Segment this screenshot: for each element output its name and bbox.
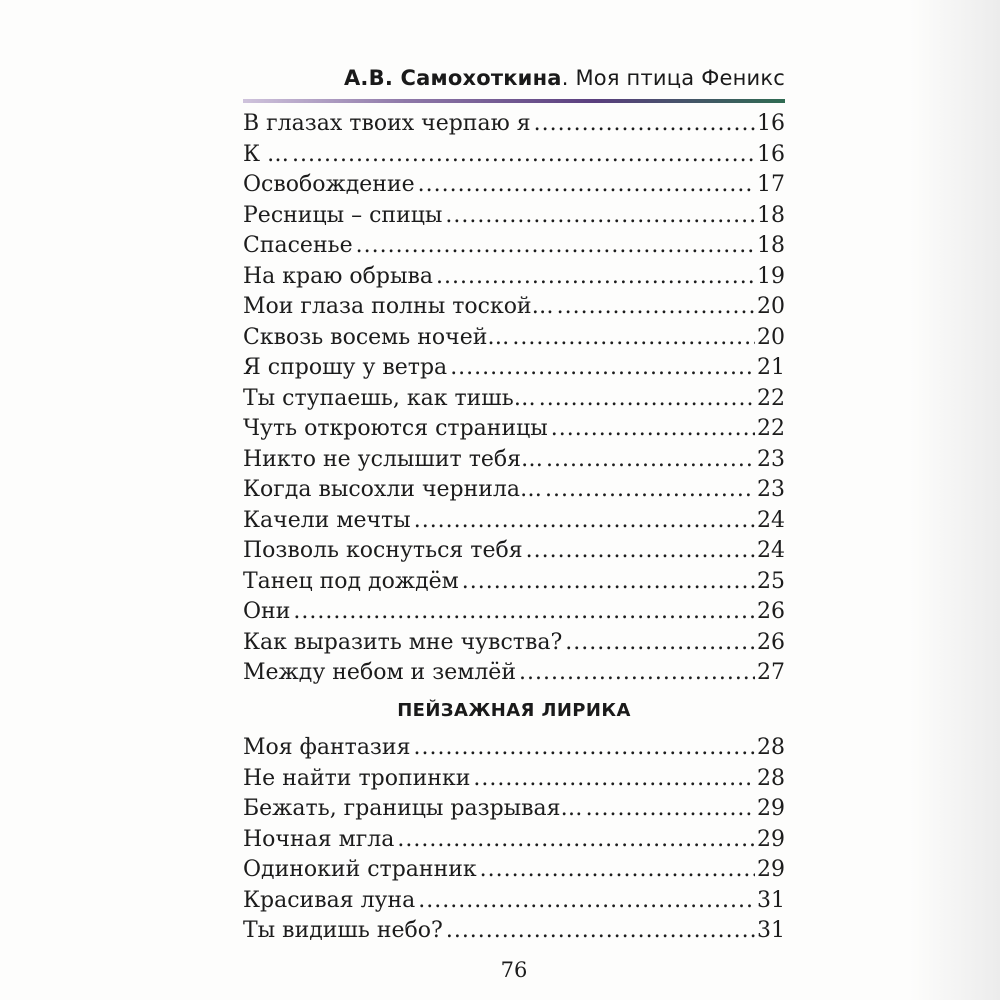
toc-entry-title: Ты видишь небо?: [243, 918, 443, 943]
toc-entry-page: 17: [757, 172, 785, 197]
toc-entry-page: 18: [757, 233, 785, 258]
toc-entry-page: 22: [757, 416, 785, 441]
dot-leader: [450, 353, 755, 384]
dot-leader: [551, 414, 755, 445]
dot-leader: [519, 658, 755, 689]
dot-leader: [445, 201, 755, 232]
toc-entry-title: Когда высохли чернила…: [243, 477, 543, 502]
dot-leader: [473, 764, 755, 795]
dot-leader: [565, 628, 755, 659]
toc-entry: [243, 109, 785, 140]
dot-leader: [292, 140, 755, 171]
toc-entry-title: Ночная мгла: [243, 826, 395, 852]
header-book-title: Моя птица Феникс: [575, 66, 785, 90]
toc-entry-title: На краю обрыва: [243, 263, 433, 289]
dot-leader: [480, 855, 755, 886]
toc-entry-title: К …: [243, 141, 290, 167]
toc-entry: [243, 855, 785, 886]
dot-leader: [418, 886, 755, 917]
toc-entry-title: Моя фантазия: [243, 735, 411, 760]
toc-entry-page: 21: [757, 355, 785, 380]
dot-leader: [539, 384, 755, 415]
toc-list-landscape-lyrics: [243, 733, 785, 947]
toc-entry-page: 23: [757, 477, 785, 502]
toc-entry: [243, 384, 785, 415]
toc-entry: [243, 658, 785, 689]
toc-entry-page: 24: [757, 538, 785, 563]
dot-leader: [512, 323, 755, 354]
toc-entry-page: 29: [757, 796, 785, 821]
toc-entry-title: Между небом и землёй: [243, 660, 516, 685]
toc-entry-page: 16: [757, 141, 785, 167]
toc-entry: [243, 231, 785, 262]
dot-leader: [436, 262, 755, 293]
toc-entry-page: 20: [757, 324, 785, 350]
toc-entry: [243, 886, 785, 917]
toc-entry-title: Мои глаза полны тоской…: [243, 294, 554, 319]
toc-entry: [243, 445, 785, 476]
toc-entry: [243, 323, 785, 354]
toc-entry: [243, 414, 785, 445]
dot-leader: [293, 597, 755, 628]
dot-leader: [356, 231, 755, 262]
toc-entry-page: 26: [757, 599, 785, 624]
toc-entry-title: Освобождение: [243, 172, 415, 197]
toc-entry-page: 20: [757, 294, 785, 319]
toc-entry-title: Как выразить мне чувства?: [243, 629, 563, 655]
toc-entry-title: Я спрошу у ветра: [243, 355, 448, 380]
toc-entry-page: 29: [757, 857, 785, 882]
toc-entry-page: 18: [757, 202, 785, 228]
toc-entry-page: 28: [757, 765, 785, 791]
toc-entry: [243, 353, 785, 384]
dot-leader: [462, 567, 755, 598]
toc-entry: [243, 140, 785, 171]
dot-leader: [414, 506, 755, 537]
toc-entry-title: Ты ступаешь, как тишь…: [243, 385, 536, 411]
toc-entry: [243, 597, 785, 628]
dot-leader: [446, 916, 755, 947]
toc-entry-page: 28: [757, 735, 785, 760]
toc-entry-title: Танец под дождём: [243, 568, 459, 594]
toc-entry-title: Позволь коснуться тебя: [243, 538, 523, 563]
toc-entry-page: 29: [757, 826, 785, 852]
toc-entry-title: В глазах твоих черпаю я: [243, 111, 531, 136]
toc-entry: [243, 506, 785, 537]
dot-leader: [586, 794, 755, 825]
toc-entry-title: Никто не услышит тебя…: [243, 446, 544, 472]
header-rule: [243, 99, 785, 103]
toc-list-love-lyrics: [243, 109, 785, 689]
toc-entry-title: Спасенье: [243, 233, 353, 258]
toc-entry-title: Они: [243, 599, 291, 624]
running-header: [243, 66, 785, 90]
page-number: 76: [500, 958, 528, 982]
section-heading: ПЕЙЗАЖНАЯ ЛИРИКА: [397, 700, 631, 721]
header-separator: .: [561, 66, 569, 90]
toc-entry-page: 31: [757, 918, 785, 943]
toc-entry-page: 26: [757, 629, 785, 655]
toc-entry-page: 25: [757, 568, 785, 594]
toc-entry: [243, 262, 785, 293]
dot-leader: [418, 170, 755, 201]
toc-entry-page: 19: [757, 263, 785, 289]
toc-entry-title: Красивая луна: [243, 887, 416, 913]
toc-entry-title: Чуть откроются страницы: [243, 416, 548, 441]
toc-entry-page: 24: [757, 507, 785, 533]
toc-entry-title: Одинокий странник: [243, 857, 477, 882]
page-edge-shadow: [910, 0, 1000, 1000]
toc-entry: [243, 794, 785, 825]
toc-entry-page: 23: [757, 446, 785, 472]
toc-entry-title: Ресницы – спицы: [243, 202, 443, 228]
toc-entry: [243, 733, 785, 764]
toc-entry: [243, 916, 785, 947]
toc-entry: [243, 170, 785, 201]
dot-leader: [545, 475, 755, 506]
dot-leader: [534, 109, 755, 140]
toc-entry: [243, 764, 785, 795]
dot-leader: [413, 733, 755, 764]
toc-entry: [243, 475, 785, 506]
toc-entry: [243, 825, 785, 856]
toc-entry-title: Не найти тропинки: [243, 765, 471, 791]
toc-entry: [243, 536, 785, 567]
dot-leader: [526, 536, 755, 567]
toc-entry-page: 31: [757, 887, 785, 913]
toc-entry-page: 16: [757, 111, 785, 136]
toc-entry-page: 22: [757, 385, 785, 411]
toc-entry-title: Качели мечты: [243, 507, 411, 533]
toc-entry-title: Сквозь восемь ночей…: [243, 324, 510, 350]
dot-leader: [557, 292, 755, 323]
toc-entry: [243, 201, 785, 232]
dot-leader: [397, 825, 755, 856]
dot-leader: [546, 445, 755, 476]
toc-entry-page: 27: [757, 660, 785, 685]
toc-entry: [243, 628, 785, 659]
toc-entry-title: Бежать, границы разрывая…: [243, 796, 583, 821]
header-author: А.В. Самохоткина: [343, 66, 562, 90]
toc-entry: [243, 567, 785, 598]
toc-entry: [243, 292, 785, 323]
